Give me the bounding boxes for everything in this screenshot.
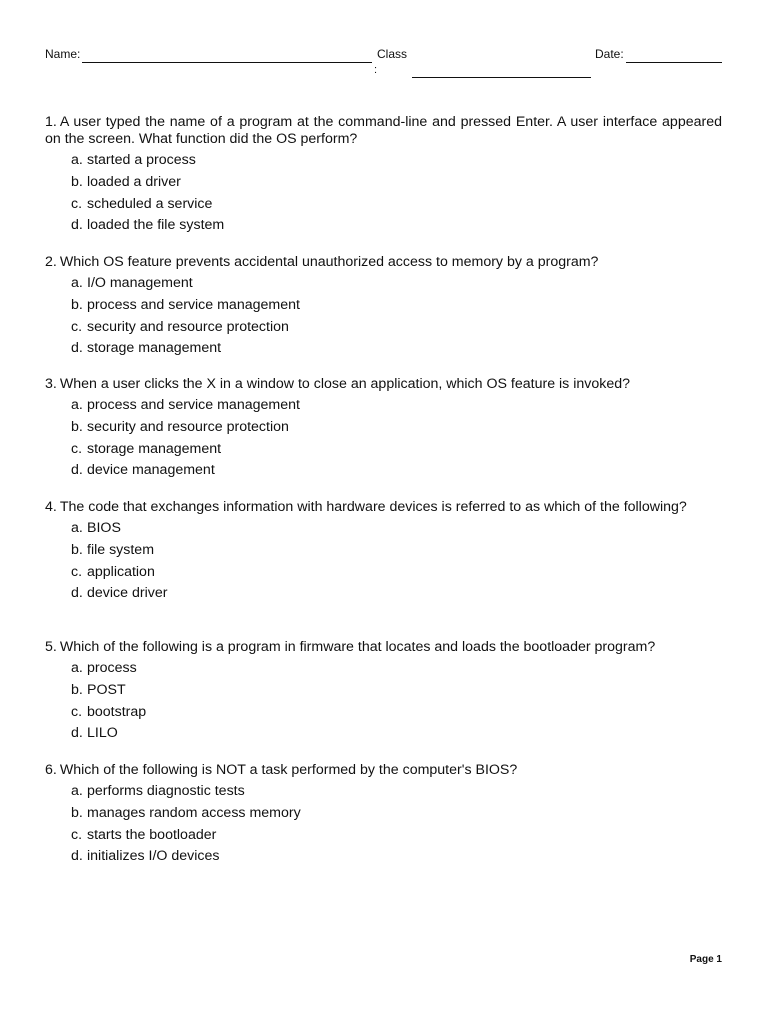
answer-option[interactable] (71, 174, 722, 196)
question-number: 5. (45, 639, 57, 655)
class-blank-line[interactable] (412, 77, 591, 78)
option-text: security and resource protection (87, 318, 289, 335)
name-label: Name: (45, 47, 81, 61)
answer-option[interactable] (71, 319, 722, 341)
question-stem (45, 639, 722, 656)
option-letter: b. (71, 296, 83, 313)
answer-options (45, 520, 722, 607)
question-text: Which of the following is NOT a task performed by the computer's BIOS? (59, 762, 518, 778)
answer-option[interactable] (71, 783, 722, 805)
option-letter: b. (71, 173, 83, 190)
option-text: process and service management (87, 397, 300, 413)
option-text: BIOS (87, 520, 121, 536)
class-label: Class (377, 47, 408, 61)
answer-option[interactable] (71, 704, 722, 726)
option-text: started a process (87, 152, 196, 168)
answer-options (45, 783, 722, 870)
date-blank-line[interactable] (626, 62, 722, 63)
option-text: storage management (87, 440, 222, 457)
option-letter: a. (71, 397, 83, 413)
option-text: loaded the file system (87, 217, 225, 234)
question-2 (45, 254, 722, 362)
answer-option[interactable] (71, 827, 722, 849)
answer-option[interactable] (71, 217, 722, 239)
option-letter: c. (71, 826, 83, 843)
answer-option[interactable] (71, 196, 722, 218)
question-stem (45, 762, 722, 779)
question-6 (45, 762, 722, 870)
answer-option[interactable] (71, 340, 722, 362)
option-letter: d. (71, 217, 83, 234)
page-number: Page 1 (689, 954, 722, 965)
class-colon: : (374, 64, 378, 76)
question-text: The code that exchanges information with hardware devices is referred to as which of the following? (59, 499, 687, 515)
answer-option[interactable] (71, 462, 722, 484)
answer-option[interactable] (71, 585, 722, 607)
question-3 (45, 376, 722, 484)
answer-options (45, 152, 722, 239)
option-text: scheduled a service (87, 195, 213, 212)
option-letter: a. (71, 520, 83, 536)
option-letter: d. (71, 848, 83, 865)
question-4 (45, 499, 722, 607)
answer-option[interactable] (71, 297, 722, 319)
question-stem (45, 114, 722, 148)
option-letter: a. (71, 660, 83, 676)
option-text: process and service management (87, 296, 300, 313)
option-text: device driver (87, 585, 168, 602)
option-letter: a. (71, 275, 83, 291)
answer-option[interactable] (71, 805, 722, 827)
question-number: 2. (45, 254, 57, 270)
option-text: LILO (87, 725, 118, 742)
option-letter: d. (71, 725, 83, 742)
answer-option[interactable] (71, 848, 722, 870)
option-text: manages random access memory (87, 804, 301, 821)
option-text: security and resource protection (87, 418, 289, 435)
option-letter: b. (71, 541, 83, 558)
option-text: bootstrap (87, 703, 147, 720)
answer-option[interactable] (71, 275, 722, 297)
question-1 (45, 114, 722, 239)
option-letter: a. (71, 783, 83, 799)
answer-option[interactable] (71, 725, 722, 747)
option-letter: b. (71, 418, 83, 435)
option-letter: c. (71, 195, 83, 212)
option-text: starts the bootloader (87, 826, 217, 843)
option-letter: d. (71, 340, 83, 357)
date-label: Date: (595, 47, 624, 61)
question-number: 4. (45, 499, 57, 515)
answer-option[interactable] (71, 397, 722, 419)
answer-option[interactable] (71, 441, 722, 463)
question-number: 3. (45, 376, 57, 392)
name-blank-line[interactable] (82, 62, 372, 63)
question-number: 6. (45, 762, 57, 778)
question-text: A user typed the name of a program at the command-line and pressed Enter. A user interface appeared on the screen. What function did the OS perform? (45, 114, 722, 147)
question-5 (45, 639, 722, 747)
option-letter: c. (71, 440, 83, 457)
option-letter: c. (71, 318, 83, 335)
answer-option[interactable] (71, 660, 722, 682)
question-stem (45, 254, 722, 271)
question-stem (45, 499, 722, 516)
question-text: When a user clicks the X in a window to close an application, which OS feature is invoked? (59, 376, 631, 392)
question-text: Which of the following is a program in firmware that locates and loads the bootloader program? (59, 639, 656, 655)
option-text: performs diagnostic tests (87, 783, 245, 799)
answer-option[interactable] (71, 520, 722, 542)
option-text: I/O management (87, 275, 193, 291)
option-text: loaded a driver (87, 173, 181, 190)
option-text: storage management (87, 340, 222, 357)
answer-option[interactable] (71, 682, 722, 704)
option-text: process (87, 660, 137, 676)
answer-options (45, 275, 722, 362)
option-letter: a. (71, 152, 83, 168)
option-letter: b. (71, 681, 83, 698)
answer-options (45, 660, 722, 747)
option-letter: b. (71, 804, 83, 821)
option-text: POST (87, 681, 126, 698)
question-stem (45, 376, 722, 393)
question-number: 1. (45, 114, 57, 130)
question-text: Which OS feature prevents accidental unauthorized access to memory by a program? (59, 254, 599, 270)
option-text: device management (87, 462, 215, 479)
option-letter: d. (71, 462, 83, 479)
option-text: application (87, 563, 155, 580)
option-text: file system (87, 541, 155, 558)
answer-option[interactable] (71, 152, 722, 174)
option-text: initializes I/O devices (87, 848, 220, 865)
option-letter: c. (71, 703, 83, 720)
option-letter: c. (71, 563, 83, 580)
answer-option[interactable] (71, 542, 722, 564)
answer-option[interactable] (71, 419, 722, 441)
option-letter: d. (71, 585, 83, 602)
answer-options (45, 397, 722, 484)
answer-option[interactable] (71, 564, 722, 586)
